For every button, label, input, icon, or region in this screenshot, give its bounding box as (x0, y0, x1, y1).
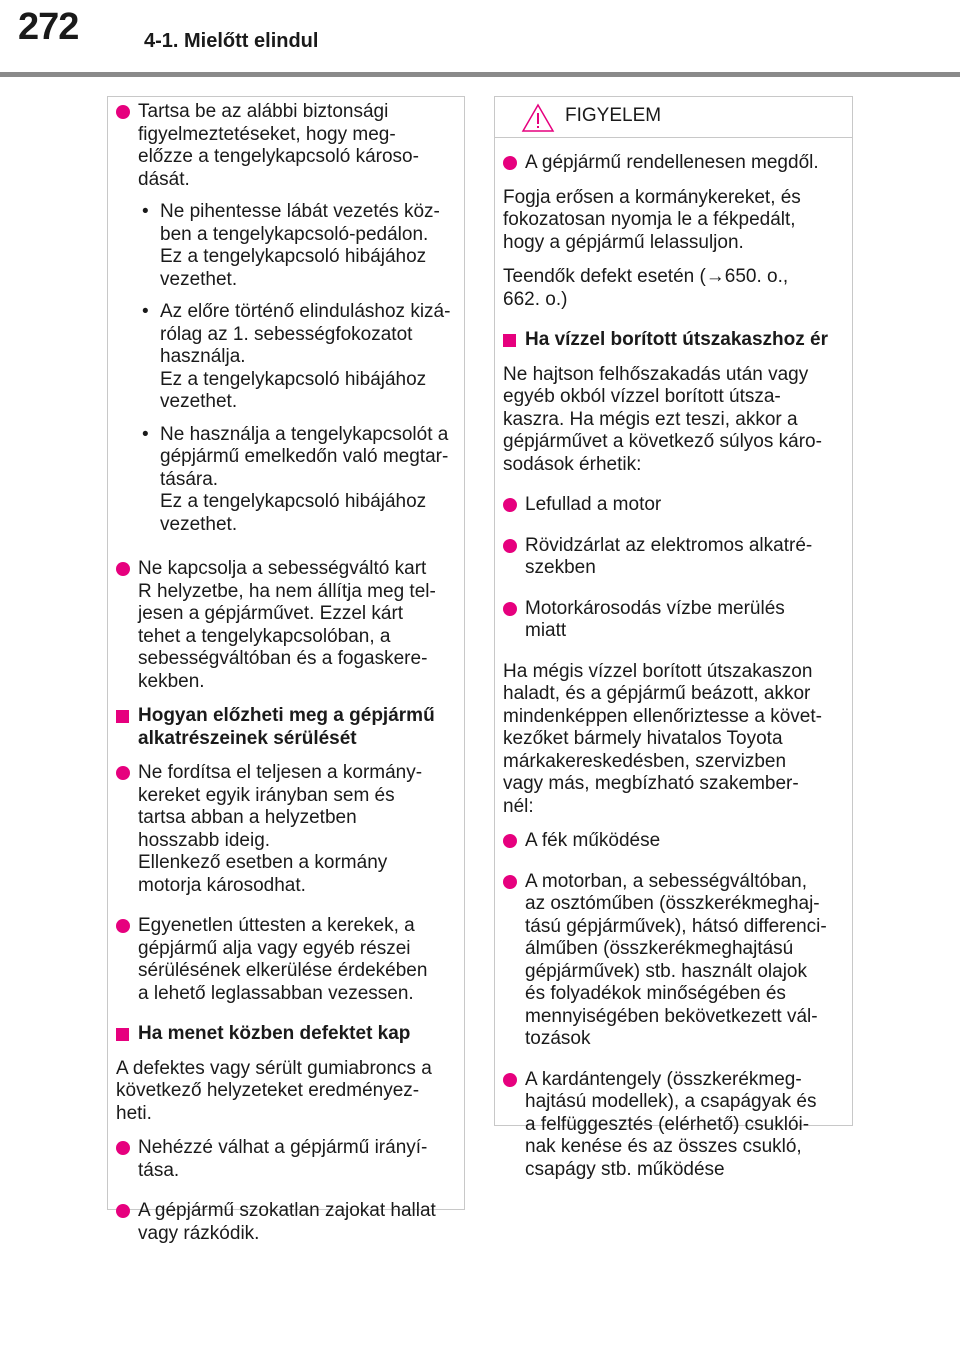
text-line: Ellenkező esetben a kormány (138, 852, 388, 873)
left-column-box (107, 96, 465, 1244)
bullet-item (116, 762, 456, 897)
text-line: Ne fordítsa el teljesen a kormány- (138, 762, 423, 783)
text-line: Nehézzé válhat a gépjármű irányí- (138, 1137, 428, 1158)
text-line: R helyzetbe, ha nem állítja meg tel- (138, 580, 436, 602)
bullet-item (116, 1200, 456, 1245)
sub-item (138, 201, 456, 291)
bullet-dot-icon (116, 562, 130, 576)
text-line: alkatrészeinek sérülését (138, 727, 357, 749)
bullet-item (503, 598, 844, 643)
text-line: fokozatosan nyomja le a fékpedált, (503, 209, 796, 230)
bullet-item (503, 871, 844, 1051)
text-line: gépjárművek) stb. használt olajok (525, 960, 807, 982)
text-line: kaszra. Ha mégis ezt teszi, akkor a (503, 408, 798, 430)
bullet-dot-icon (503, 539, 517, 553)
bullet-item (503, 830, 844, 853)
bullet-dot-icon (116, 919, 130, 933)
text-line: a felfüggesztés (elérhető) csuklói- (525, 1113, 810, 1135)
text-line: figyelmeztetéseket, hogy meg- (138, 123, 396, 145)
text-line: hogy a gépjármű lelassuljon. (503, 231, 744, 253)
text-line: gépjármű alja vagy egyéb részei (138, 937, 411, 959)
text-line: gépjárművet a következő súlyos káro- (503, 431, 822, 452)
text-line: vezethet. (160, 513, 238, 535)
text-line: a lehető leglassabban vezessen. (138, 982, 414, 1004)
bullet-dot-icon (503, 834, 517, 848)
text-line: következő helyzeteket eredményez- (116, 1080, 420, 1101)
text-line: Ha mégis vízzel borított útszakaszon (503, 660, 813, 682)
text-line: Ne pihentesse lábát vezetés köz- (160, 201, 440, 222)
text-line: jesen a gépjárművet. Ezzel kárt (138, 603, 404, 624)
text-line: Motorkárosodás vízbe merülés (525, 597, 785, 619)
section-heading (503, 329, 844, 352)
text-line: vagy rázkódik. (138, 1222, 260, 1244)
text-line: A fék működése (525, 830, 661, 851)
text-line: kekben. (138, 670, 205, 692)
paragraph (503, 661, 844, 819)
text-line: Ha menet közben defektet kap (138, 1023, 411, 1044)
text-line: csapágy stb. működése (525, 1158, 725, 1180)
text-line: tására. (160, 468, 219, 490)
text-line: Az előre történő elinduláshoz kizá- (160, 301, 451, 322)
dash-mark: • (142, 423, 149, 445)
bullet-dot-icon (116, 105, 130, 119)
text-line: kezőket bármely hivatalos Toyota (503, 728, 783, 749)
text-line: Teendők defekt esetén (→650. o., (503, 266, 789, 287)
text-line: heti. (116, 1102, 152, 1124)
section-heading (116, 1023, 456, 1046)
paragraph (503, 187, 844, 255)
text-line: Egyenetlen úttesten a kerekek, a (138, 915, 415, 936)
text-line: ben a tengelykapcsoló-pedálon. (160, 223, 429, 245)
header-rule (0, 72, 960, 77)
text-line: rólag az 1. sebességfokozatot (160, 323, 413, 345)
text-line: Ne használja a tengelykapcsolót a (160, 423, 449, 445)
text-line: Ez a tengelykapcsoló hibájához (160, 491, 427, 512)
text-line: Ez a tengelykapcsoló hibájához (160, 368, 427, 390)
text-line: sodások érhetik: (503, 453, 642, 475)
text-line: A defektes vagy sérült gumiabroncs a (116, 1057, 432, 1079)
bullet-dot-icon (503, 156, 517, 170)
text-line: nak kenése és az összes csukló, (525, 1136, 802, 1157)
text-line: tozások (525, 1028, 591, 1049)
warning-triangle-icon (521, 103, 555, 133)
square-heading-icon (116, 1028, 129, 1041)
text-line: haladt, és a gépjármű beázott, akkor (503, 683, 811, 704)
text-line: motorja károsodhat. (138, 874, 306, 896)
text-line: gépjármű emelkedőn való megtar- (160, 446, 449, 467)
bullet-dot-icon (503, 498, 517, 512)
paragraph (116, 1058, 456, 1126)
dash-mark: • (142, 301, 149, 322)
text-line: Ne hajtson felhőszakadás után vagy (503, 363, 809, 385)
text-line: vagy más, megbízható szakember- (503, 773, 799, 794)
warning-header (495, 97, 852, 138)
paragraph (503, 266, 844, 311)
text-line: Ez a tengelykapcsoló hibájához (160, 246, 427, 267)
text-line: egyéb okból vízzel borított útsza- (503, 386, 781, 407)
text-line: Ha vízzel borított útszakaszhoz ér (525, 329, 829, 350)
text-line: szekben (525, 557, 596, 578)
text-line: az osztóműben (összkerékmeghaj- (525, 893, 820, 914)
text-line: mennyiségében bekövetkezett vál- (525, 1005, 818, 1027)
text-line: Tartsa be az alábbi biztonsági (138, 101, 389, 122)
dash-mark: • (142, 201, 149, 222)
text-line: nél: (503, 795, 534, 817)
text-line: hajtású modellek), a csapágyak és (525, 1091, 817, 1112)
bullet-dot-icon (116, 766, 130, 780)
warning-box (494, 96, 853, 1180)
text-line: 662. o.) (503, 288, 568, 310)
text-line: Rövidzárlat az elektromos alkatré- (525, 534, 813, 556)
bullet-dot-icon (503, 602, 517, 616)
text-line: és folyadékok minőségében és (525, 983, 786, 1004)
text-line: álműben (összkerékmeghajtású (525, 938, 794, 959)
bullet-dot-icon (116, 1141, 130, 1155)
text-line: A motorban, a sebességváltóban, (525, 870, 808, 892)
text-line: tású gépjárművek), hátsó differenci- (525, 915, 827, 937)
text-line: vezethet. (160, 268, 238, 290)
text-line: sérülésének elkerülése érdekében (138, 960, 428, 981)
bullet-dot-icon (503, 1073, 517, 1087)
text-line: tehet a tengelykapcsolóban, a (138, 625, 391, 647)
text-line: hosszabb ideig. (138, 829, 271, 851)
bullet-item (116, 558, 456, 693)
bullet-dot-icon (116, 1204, 130, 1218)
sub-item (138, 424, 456, 537)
text-line: kereket egyik irányban sem és (138, 784, 395, 806)
bullet-item (503, 494, 844, 517)
text-line: Ne kapcsolja a sebességváltó kart (138, 558, 427, 579)
sub-item (138, 301, 456, 414)
text-line: vezethet. (160, 391, 238, 412)
text-line: A gépjármű rendellenesen megdől. (525, 152, 819, 173)
text-line: miatt (525, 620, 567, 641)
text-line: tása. (138, 1159, 180, 1181)
text-line: előzze a tengelykapcsoló károso- (138, 146, 419, 167)
section-title: 4-1. Mielőtt elindul (144, 30, 319, 52)
text-line: dását. (138, 168, 190, 190)
square-heading-icon (116, 710, 129, 723)
square-heading-icon (503, 334, 516, 347)
text-line: Hogyan előzheti meg a gépjármű (138, 705, 435, 726)
bullet-item (116, 101, 456, 536)
bullet-dot-icon (503, 875, 517, 889)
text-line: tartsa abban a helyzetben (138, 807, 357, 828)
text-line: Lefullad a motor (525, 494, 662, 515)
bullet-item (503, 535, 844, 580)
text-line: Fogja erősen a kormánykereket, és (503, 186, 801, 208)
warning-title: FIGYELEM (565, 105, 662, 126)
bullet-item (116, 915, 456, 1005)
text-line: mindenképpen ellenőriztesse a követ- (503, 705, 822, 727)
section-heading (116, 705, 456, 750)
bullet-item (503, 152, 844, 175)
text-line: márkakereskedésben, szervizben (503, 750, 787, 772)
text-line: sebességváltóban és a fogaskere- (138, 648, 428, 669)
text-line: A gépjármű szokatlan zajokat hallat (138, 1200, 436, 1221)
bullet-item (503, 1069, 844, 1182)
bullet-item (116, 1137, 456, 1182)
paragraph (503, 364, 844, 477)
text-line: A kardántengely (összkerékmeg- (525, 1068, 802, 1090)
text-line: használja. (160, 346, 246, 367)
page-number: 272 (18, 6, 79, 48)
